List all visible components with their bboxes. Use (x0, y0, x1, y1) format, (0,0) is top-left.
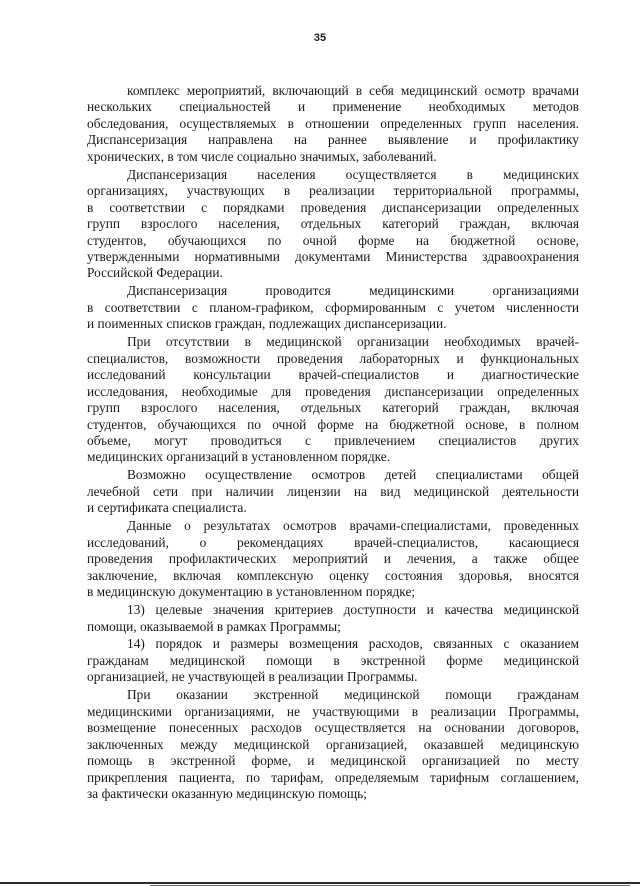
text-line: объеме, могут проводиться с привлечением специалистов других (87, 433, 579, 449)
text-line: исследований, о рекомендациях врачей-специалистов, касающиеся (87, 534, 579, 550)
text-line: специалистов, возможности проведения лабораторных и функциональных (87, 350, 579, 366)
text-line: Российской Федерации. (87, 265, 223, 281)
text-line: проведения профилактических мероприятий и лечения, а также общее (87, 551, 579, 567)
paragraph-p8 (87, 636, 579, 685)
text-line: При оказании экстренной медицинской помощи гражданам (127, 687, 579, 703)
text-line: в медицинскую документацию в установленном порядке; (87, 584, 416, 600)
text-line: и сертификата специалиста. (87, 500, 247, 516)
text-line: заключенных между медицинской организацией, оказавшей медицинскую (87, 736, 579, 752)
text-line: организацией, не участвующей в реализации Программы. (87, 669, 418, 685)
scan-edge-line-secondary (150, 885, 630, 886)
paragraph-p4 (87, 334, 579, 466)
text-line: исследований консультации врачей-специалистов и диагностические (87, 367, 579, 383)
paragraph-p6 (87, 518, 579, 600)
text-line: медицинскими организациями, не участвующими в реализации Программы, (87, 703, 579, 719)
text-line: Возможно осуществление осмотров детей специалистами общей (127, 467, 579, 483)
text-line: исследования, необходимые для проведения диспансеризации определенных (87, 383, 579, 399)
text-line: 13) целевые значения критериев доступности и качества медицинской (127, 602, 579, 618)
text-line: Диспансеризация направлена на раннее выявление и профилактику (87, 132, 579, 148)
text-line: возмещение понесенных расходов осуществляется на основании договоров, (87, 720, 579, 736)
text-line: хронических, в том числе социально значимых, заболеваний. (87, 148, 437, 164)
text-line: гражданам медицинской помощи в экстренной форме медицинской (87, 652, 579, 668)
paragraph-p5 (87, 467, 579, 516)
text-line: студентов, обучающихся по очной форме на бюджетной основе, в полном (87, 416, 579, 432)
paragraph-p7 (87, 602, 579, 635)
text-line: за фактически оказанную медицинскую помощь; (87, 786, 368, 802)
text-line: обследования, осуществляемых в отношении определенных групп населения. (87, 115, 579, 131)
text-line: студентов, обучающихся по очной форме на бюджетной основе, (87, 232, 579, 248)
text-line: групп взрослого населения, отдельных категорий граждан, включая (87, 216, 579, 232)
page-number: 35 (313, 32, 327, 44)
paragraph-p3 (87, 283, 579, 332)
text-line: помощи, оказываемой в рамках Программы; (87, 618, 341, 634)
document-body (87, 83, 579, 802)
text-line: прикрепления пациента, по тарифам, определяемым тарифным соглашением, (87, 769, 579, 785)
text-line: Диспансеризация проводится медицинскими организациями (127, 283, 579, 299)
text-line: в соответствии с планом-графиком, сформированным с учетом численности (87, 299, 579, 315)
text-line: заключение, включая комплексную оценку состояния здоровья, вносятся (87, 567, 579, 583)
text-line: комплекс мероприятий, включающий в себя медицинский осмотр врачами (127, 83, 579, 98)
text-line: организациях, участвующих в реализации территориальной программы, (87, 183, 579, 199)
text-line: медицинских организаций в установленном порядке. (87, 449, 391, 465)
text-line: Диспансеризация населения осуществляется в медицинских (127, 166, 579, 182)
text-line: нескольких специальностей и применение необходимых методов (87, 99, 579, 115)
text-line: групп взрослого населения, отдельных категорий граждан, включая (87, 400, 579, 416)
scan-edge-line (0, 882, 640, 884)
paragraph-p9 (87, 687, 579, 802)
text-line: помощь в экстренной форме, и медицинской организацией по месту (87, 753, 579, 769)
paragraph-p2 (87, 167, 579, 282)
paragraph-p1 (87, 83, 579, 165)
text-line: в соответствии с порядками проведения диспансеризации определенных (87, 199, 579, 215)
text-line: При отсутствии в медицинской организации необходимых врачей- (127, 334, 579, 350)
text-line: утвержденными нормативными документами Министерства здравоохранения (87, 249, 579, 265)
text-line: и поименных списков граждан, подлежащих диспансеризации. (87, 316, 447, 332)
text-line: 14) порядок и размеры возмещения расходов, связанных с оказанием (127, 636, 579, 652)
text-line: Данные о результатах осмотров врачами-специалистами, проведенных (127, 518, 579, 534)
text-line: лечебной сети при наличии лицензии на вид медицинской деятельности (87, 483, 579, 499)
